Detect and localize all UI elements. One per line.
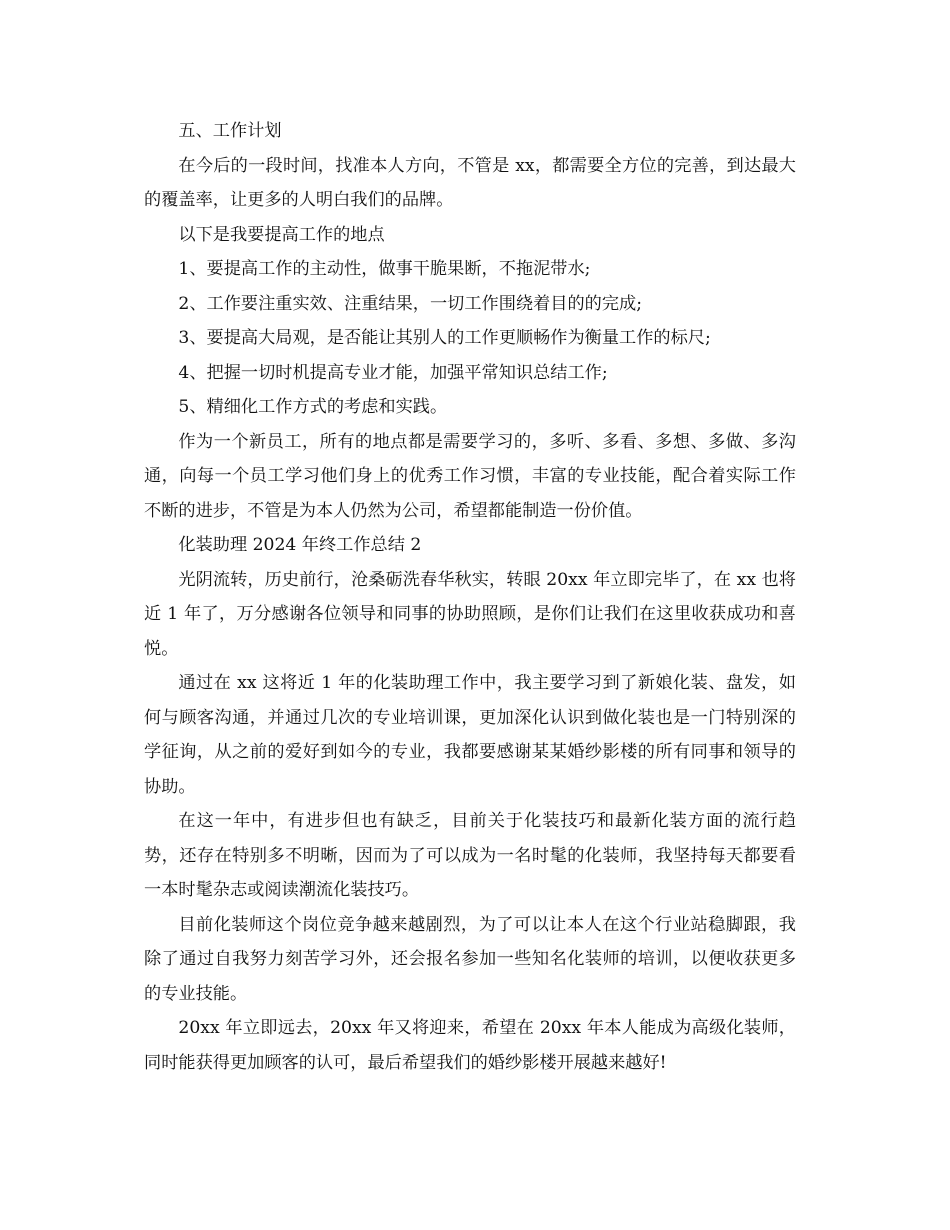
paragraph: 在今后的一段时间，找准本人方向，不管是 xx，都需要全方位的完善，到达最大的覆盖率，让更多的人明白我们的品牌。 (144, 155, 796, 210)
paragraph: 作为一个新员工，所有的地点都是需要学习的，多听、多看、多想、多做、多沟通，向每一个员工学习他们身上的优秀工作习惯，丰富的专业技能，配合着实际工作不断的进步，不管是为本人仍然为公司，希望都能制造一份价值。 (144, 431, 796, 521)
paragraph: 通过在 xx 这将近 1 年的化装助理工作中，我主要学习到了新娘化装、盘发，如何与顾客沟通，并通过几次的专业培训课，更加深化认识到做化装也是一门特别深的学征询，从之前的爱好到如今的专业，我都要感谢某某婚纱影楼的所有同事和领导的协助。 (144, 673, 796, 797)
paragraph: 目前化装师这个岗位竞争越来越剧烈，为了可以让本人在这个行业站稳脚跟，我除了通过自我努力刻苦学习外，还会报名参加一些知名化装师的培训，以便收获更多的专业技能。 (144, 914, 796, 1004)
section-heading-work-plan: 五、工作计划 (178, 121, 282, 141)
list-item: 2、工作要注重实效、注重结果，一切工作围绕着目的的完成; (178, 293, 642, 314)
list-item: 1、要提高工作的主动性，做事干脆果断，不拖泥带水; (178, 259, 591, 279)
paragraph: 在这一年中，有进步但也有缺乏，目前关于化装技巧和最新化装方面的流行趋势，还存在特别多不明晰，因而为了可以成为一名时髦的化装师，我坚持每天都要看一本时髦杂志或阅读潮流化装技巧。 (144, 811, 796, 900)
paragraph: 光阴流转，历史前行，沧桑砺洗春华秋实，转眼 20xx 年立即完毕了，在 xx 也将近 1 年了，万分感谢各位领导和同事的协助照顾，是你们让我们在这里收获成功和喜悦。 (144, 569, 796, 659)
list-intro: 以下是我要提高工作的地点 (178, 224, 385, 245)
list-item: 3、要提高大局观，是否能让其别人的工作更顺畅作为衡量工作的标尺; (178, 328, 711, 348)
document-body (144, 114, 796, 1080)
paragraph: 20xx 年立即远去，20xx 年又将迎来，希望在 20xx 年本人能成为高级化装师，同时能获得更加顾客的认可，最后希望我们的婚纱影楼开展越来越好! (144, 1018, 796, 1073)
section-heading-summary-2: 化装助理 2024 年终工作总结 2 (178, 535, 422, 555)
list-item: 4、把握一切时机提高专业才能，加强平常知识总结工作; (178, 362, 608, 383)
list-item: 5、精细化工作方式的考虑和实践。 (178, 397, 448, 417)
